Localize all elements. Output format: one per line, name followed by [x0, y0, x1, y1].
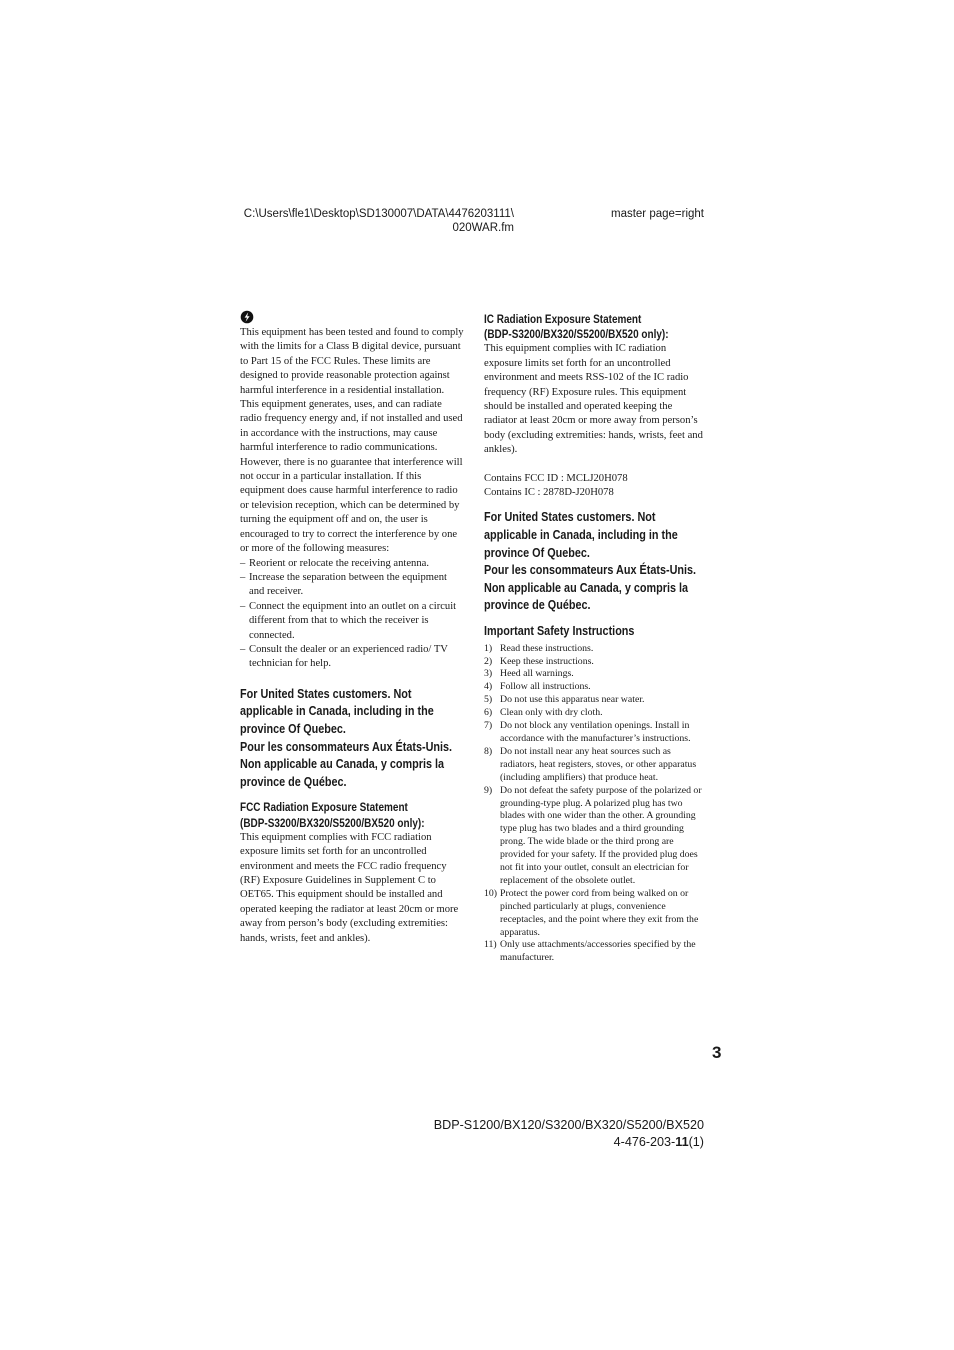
- list-item: 2) Keep these instructions.: [484, 655, 594, 667]
- ic-rf-heading-line-1: IC Radiation Exposure Statement: [484, 313, 642, 326]
- document-code-footer: [614, 1134, 704, 1150]
- us-customers-heading-french: Pour les consommateurs Aux États-Unis. Non applicable au Canada, y compris la province de Québec.: [240, 739, 453, 789]
- us-customers-heading-french: Pour les consommateurs Aux États-Unis. Non applicable au Canada, y compris la province de Québec.: [484, 563, 697, 613]
- list-item: 4) Follow all instructions.: [484, 681, 591, 693]
- fcc-rf-heading-line-2: (BDP-S3200/BX320/S5200/BX520 only):: [240, 816, 425, 830]
- ic-rf-paragraph: This equipment complies with IC radiation exposure limits set forth for an uncontrolled environment and meets RSS-102 of the IC radio frequency (RF) Exposure rules. This equipment should be installed and operated keeping the radiator at least 20cm or more away from person’s body (excluding extremities: hands, wrists, feet and ankles).: [484, 343, 703, 456]
- list-item: – Connect the equipment into an outlet on a circuit different from that to which the receiver is connected.: [240, 600, 464, 643]
- list-item: – Increase the separation between the equipment and receiver.: [240, 571, 464, 600]
- document-code-version: 11: [675, 1135, 689, 1149]
- us-customers-heading: For United States customers. Not applicable in Canada, including in the province Of Quebec.: [240, 686, 434, 736]
- list-item: – Consult the dealer or an experienced radio/ TV technician for help.: [240, 643, 464, 672]
- fcc-id-line: Contains FCC ID : MCLJ20H078: [484, 472, 628, 484]
- ic-id-line: Contains IC : 2878D-J20H078: [484, 487, 614, 499]
- list-item: 6) Clean only with dry cloth.: [484, 707, 603, 719]
- safety-instructions-heading: Important Safety Instructions: [484, 624, 635, 639]
- list-item: 5) Do not use this apparatus near water.: [484, 694, 645, 706]
- safety-instructions-list: [484, 643, 706, 966]
- fcc-rf-heading-line-1: FCC Radiation Exposure Statement: [240, 801, 408, 815]
- list-item: 9) Do not defeat the safety purpose of the polarized or grounding-type plug. A polarized plug has two blades with one wider than the other. A grounding type plug has two blades and a third grounding prong. The wide blade or the third prong are provided for your safety. If the provided plug does not fit into your outlet, consult an electrician for replacement of the obsolete outlet.: [484, 784, 702, 886]
- list-item: 8) Do not install near any heat sources such as radiators, heat registers, stoves, or other apparatus (including amplifiers) that produce heat.: [484, 745, 697, 783]
- file-path-line-2: 020WAR.fm: [452, 222, 514, 234]
- right-column: [484, 310, 706, 965]
- page-number: 3: [712, 1043, 722, 1062]
- document-code-suffix: (1): [688, 1135, 704, 1149]
- list-item: – Reorient or relocate the receiving antenna.: [240, 557, 464, 571]
- list-item: 1) Read these instructions.: [484, 642, 594, 654]
- fcc-compliance-paragraph: This equipment has been tested and found to comply with the limits for a Class B digital device, pursuant to Part 15 of the FCC Rules. These limits are designed to provide reasonable protection against harmful interference in a residential installation. This equipment generates, uses, and can radiate radio frequency energy and, if not installed and used in accordance with the instructions, may cause harmful interference to radio communications. However, there is no guarantee that interference will not occur in a particular installation. If this equipment does cause harmful interference to radio or television reception, which can be determined by turning the equipment off and on, the user is encouraged to try to correct the interference by one or more of the following measures:: [240, 327, 464, 555]
- left-column: [240, 310, 464, 946]
- fcc-rf-paragraph: This equipment complies with FCC radiation exposure limits set forth for an uncontrolled environment and meets the FCC radio frequency (RF) Exposure Guidelines in Supplement C to OET65. This equipment should be installed and operated keeping the radiator at least 20cm or more away from person’s body (excluding extremities: hands, wrists, feet and ankles).: [240, 831, 459, 944]
- interference-measures-list: [240, 557, 464, 672]
- list-item: 3) Heed all warnings.: [484, 668, 574, 680]
- file-path-line-1: C:\Users\fle1\Desktop\SD130007\DATA\4476203111\: [243, 208, 514, 220]
- document-code-prefix: 4-476-203-: [613, 1135, 676, 1149]
- us-customers-heading: For United States customers. Not applicable in Canada, including in the province Of Quebec.: [484, 510, 678, 560]
- list-item: 10) Protect the power cord from being walked on or pinched particularly at plugs, convenience receptacles, and the point where they exit from the apparatus.: [484, 887, 699, 938]
- ic-rf-heading-line-2: (BDP-S3200/BX320/S5200/BX520 only):: [484, 328, 669, 342]
- file-path-header: [200, 207, 514, 235]
- list-item: 11) Only use attachments/accessories specified by the manufacturer.: [484, 939, 696, 964]
- model-numbers-footer: BDP-S1200/BX120/S3200/BX320/S5200/BX520: [433, 1118, 704, 1132]
- master-page-label: master page=right: [610, 208, 704, 220]
- list-item: 7) Do not block any ventilation openings. Install in accordance with the manufacturer’s instructions.: [484, 720, 691, 744]
- caution-triangle-icon: [240, 310, 254, 324]
